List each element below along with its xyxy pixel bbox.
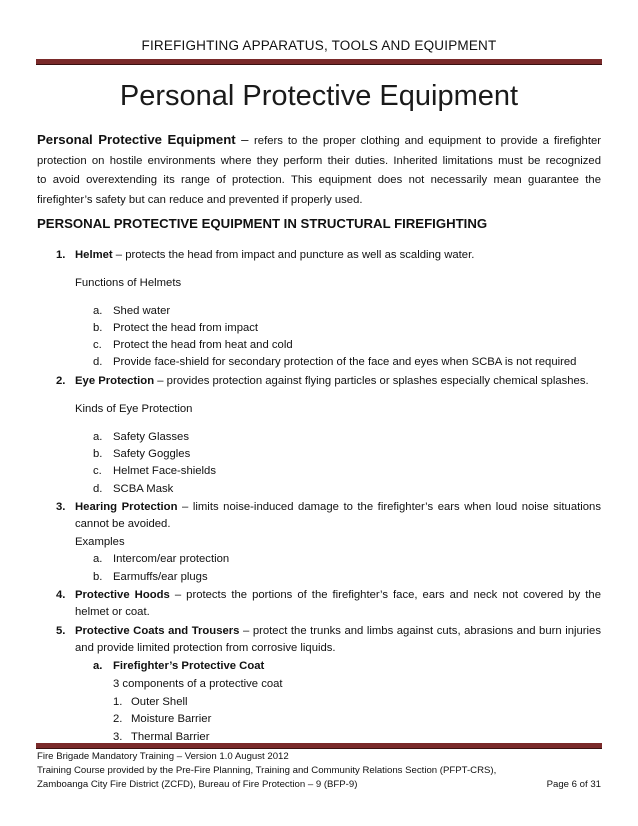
item-term: Protective Hoods: [75, 589, 170, 601]
subsection-letter: a.: [93, 660, 103, 672]
list-item: [75, 247, 474, 263]
component-number: 2.: [113, 713, 123, 725]
intro-dash: –: [235, 132, 255, 147]
sub-item: Safety Goggles: [113, 448, 191, 460]
intro-term: Personal Protective Equipment: [37, 132, 236, 147]
sub-letter: b.: [93, 322, 103, 334]
item-continuation: and provide limited protection from corrosive liquids.: [75, 642, 336, 654]
intro-line3: to avoid overextending its range of protection. This equipment does not necessarily mean guarantee the: [37, 174, 601, 186]
sub-item: SCBA Mask: [113, 483, 174, 495]
component-item: Outer Shell: [131, 696, 188, 708]
subsection-note: 3 components of a protective coat: [113, 678, 283, 690]
item-term: Helmet: [75, 249, 113, 261]
intro-line4: firefighter’s safety but can reduce and prevented if properly used.: [37, 193, 363, 206]
sub-item: Safety Glasses: [113, 431, 189, 443]
item-number: 1.: [56, 249, 66, 261]
item-term: Hearing Protection: [75, 501, 178, 513]
sub-heading: Functions of Helmets: [75, 277, 182, 289]
item-continuation: cannot be avoided.: [75, 518, 171, 530]
sub-item: Earmuffs/ear plugs: [113, 571, 208, 583]
list-item: [75, 623, 601, 639]
item-number: 3.: [56, 501, 66, 513]
sub-letter: c.: [93, 465, 102, 477]
sub-item: Provide face-shield for secondary protection of the face and eyes when SCBA is not required: [113, 356, 577, 368]
sub-letter: b.: [93, 448, 103, 460]
sub-item: Protect the head from heat and cold: [113, 339, 293, 351]
sub-letter: a.: [93, 553, 103, 565]
footer-line: Zamboanga City Fire District (ZCFD), Bureau of Fire Protection – 9 (BFP-9): [37, 779, 358, 790]
component-item: Moisture Barrier: [131, 713, 212, 725]
sub-item: Shed water: [113, 305, 171, 317]
sub-letter: c.: [93, 339, 102, 351]
list-item: [75, 373, 589, 389]
running-header: FIREFIGHTING APPARATUS, TOOLS AND EQUIPMENT: [141, 38, 497, 53]
section-heading: PERSONAL PROTECTIVE EQUIPMENT IN STRUCTURAL FIREFIGHTING: [37, 216, 488, 231]
component-item: Thermal Barrier: [131, 731, 210, 743]
page-number: Page 6 of 31: [546, 779, 601, 790]
item-number: 5.: [56, 625, 66, 637]
sub-item: Protect the head from impact: [113, 322, 259, 334]
sub-item: Intercom/ear protection: [113, 553, 230, 565]
subsection-title: Firefighter’s Protective Coat: [113, 660, 265, 672]
sub-letter: d.: [93, 483, 103, 495]
item-text: – limits noise-induced damage to the firefighter’s ears when loud noise situations: [177, 501, 601, 513]
item-number: 2.: [56, 375, 66, 387]
item-term: Protective Coats and Trousers: [75, 625, 240, 637]
item-text: – protects the head from impact and puncture as well as scalding water.: [112, 249, 475, 261]
intro-paragraph: [37, 130, 601, 210]
sub-heading: Kinds of Eye Protection: [75, 403, 193, 415]
item-text: – protect the trunks and limbs against cuts, abrasions and burn injuries: [239, 625, 601, 637]
page-title: Personal Protective Equipment: [119, 80, 519, 112]
sub-letter: a.: [93, 305, 103, 317]
sub-letter: a.: [93, 431, 103, 443]
item-text: – provides protection against flying particles or splashes especially chemical splashes.: [154, 375, 589, 387]
sub-item: Helmet Face-shields: [113, 465, 216, 477]
header-rule: [36, 59, 602, 65]
sub-letter: b.: [93, 571, 103, 583]
list-item: [75, 587, 601, 603]
footer-line: Fire Brigade Mandatory Training – Version 1.0 August 2012: [37, 751, 289, 762]
item-text: – protects the portions of the firefighter’s face, ears and neck not covered by the: [169, 589, 601, 601]
item-term: Eye Protection: [75, 375, 155, 387]
sub-letter: d.: [93, 356, 103, 368]
item-continuation: helmet or coat.: [75, 606, 150, 618]
component-number: 1.: [113, 696, 123, 708]
component-number: 3.: [113, 731, 123, 743]
intro-line1: refers to the proper clothing and equipment to provide a firefighter: [254, 135, 602, 147]
intro-line2: protection on hostile environments where they perform their duties. Inherited limitations must be recognized: [37, 154, 601, 167]
item-number: 4.: [56, 589, 66, 601]
sub-heading: Examples: [75, 536, 125, 548]
footer-line: Training Course provided by the Pre-Fire Planning, Training and Community Relations Section (PFPT-CRS),: [37, 765, 497, 776]
list-item: [75, 499, 601, 515]
footer-rule: [36, 743, 602, 749]
